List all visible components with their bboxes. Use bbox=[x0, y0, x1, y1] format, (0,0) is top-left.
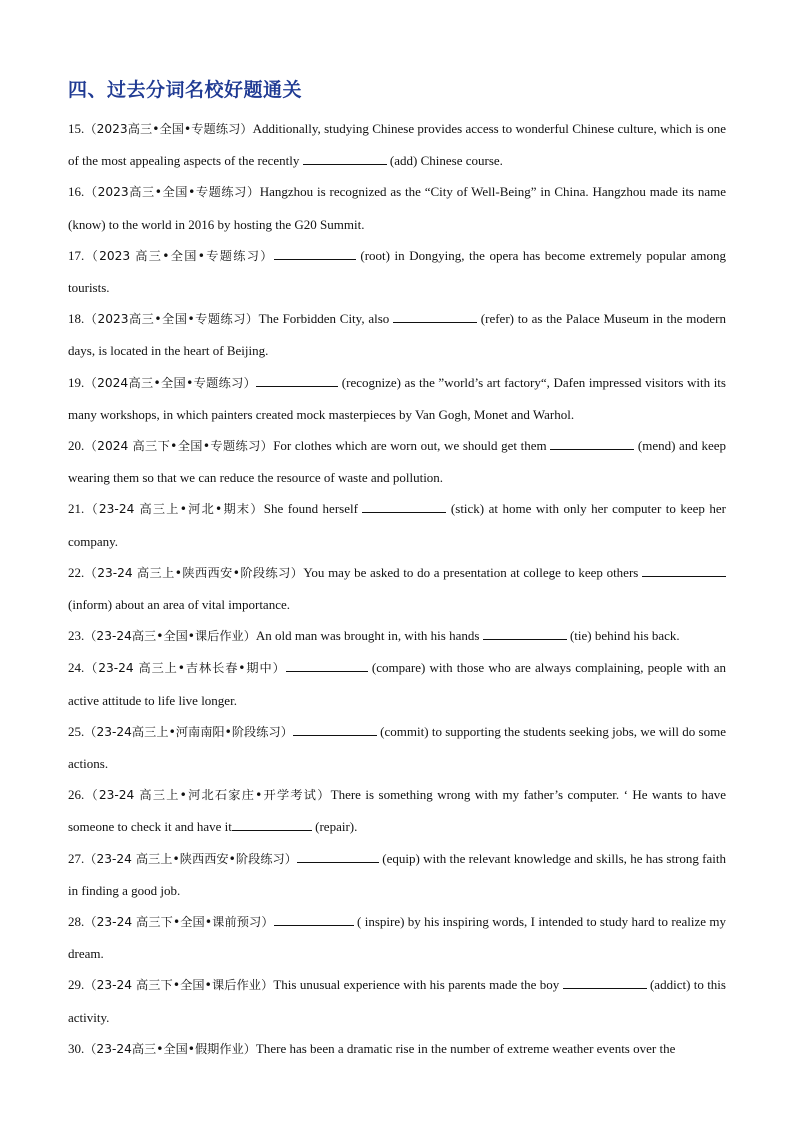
question-text-after: (repair). bbox=[311, 819, 358, 835]
answer-blank[interactable] bbox=[256, 374, 338, 387]
question-text: This unusual experience with his parents made the boy bbox=[273, 977, 563, 993]
question-number: 25. bbox=[68, 723, 85, 739]
answer-blank[interactable] bbox=[293, 723, 377, 736]
answer-blank[interactable] bbox=[297, 850, 379, 863]
question-source: （2023高三•全国•专题练习） bbox=[84, 185, 260, 200]
question-number: 28. bbox=[68, 914, 85, 930]
question-number: 21. bbox=[68, 501, 85, 517]
question-19 bbox=[68, 367, 726, 430]
question-text: Hangzhou is recognized as the “City of Well-Being” in China. Hangzhou made its name (know) to the world in 2016 by hosting the G20 Summit. bbox=[68, 184, 726, 232]
question-source: （23-24高三•全国•课后作业） bbox=[84, 629, 256, 644]
worksheet-page bbox=[68, 76, 726, 1065]
question-source: （23-24 高三下•全国•课后作业） bbox=[84, 978, 274, 993]
question-source: （2024高三•全国•专题练习） bbox=[84, 375, 257, 390]
question-25 bbox=[68, 716, 726, 779]
answer-blank[interactable] bbox=[362, 500, 446, 513]
question-number: 26. bbox=[68, 787, 85, 803]
question-number: 30. bbox=[68, 1040, 85, 1056]
question-text-after: (tie) behind his back. bbox=[566, 628, 680, 644]
question-source: （23-24 高三上•河北石家庄•开学考试） bbox=[84, 788, 331, 803]
question-text-after: (refer) to as the Palace Museum in the modern days, is located in the heart of Beijing. bbox=[68, 311, 726, 359]
question-30 bbox=[68, 1033, 726, 1065]
question-source: （23-24高三•全国•假期作业） bbox=[84, 1041, 256, 1056]
question-22 bbox=[68, 557, 726, 620]
question-source: （23-24高三上•河南南阳•阶段练习） bbox=[84, 724, 293, 739]
answer-blank[interactable] bbox=[274, 913, 354, 926]
answer-blank[interactable] bbox=[483, 627, 567, 640]
question-27 bbox=[68, 843, 726, 906]
question-text: There is something wrong with my father’s computer. ‘ He wants to have someone to check it and have it bbox=[68, 787, 726, 835]
question-source: （23-24 高三上•吉林长春•期中） bbox=[84, 661, 286, 676]
question-source: （2024 高三下•全国•专题练习） bbox=[84, 439, 274, 454]
question-text: The Forbidden City, also bbox=[258, 311, 394, 327]
question-text-after: (root) in Dongying, the opera has become extremely popular among tourists. bbox=[68, 247, 726, 296]
question-text-after: ( inspire) by his inspiring words, I intended to study hard to realize my dream. bbox=[68, 914, 727, 962]
question-text: She found herself bbox=[263, 501, 363, 517]
answer-blank[interactable] bbox=[286, 659, 368, 672]
question-text-after: (equip) with the relevant knowledge and skills, he has strong faith in finding a good job. bbox=[68, 850, 726, 898]
question-text: For clothes which are worn out, we should get them bbox=[273, 438, 551, 454]
question-number: 16. bbox=[68, 184, 85, 200]
question-source: （23-24 高三下•全国•课前预习） bbox=[84, 915, 274, 930]
question-26 bbox=[68, 779, 726, 842]
question-text-after: (stick) at home with only her computer to keep her company. bbox=[68, 501, 726, 549]
question-text-after: (mend) and keep wearing them so that we can reduce the resource of waste and pollution. bbox=[68, 438, 726, 486]
question-text-after: (commit) to supporting the students seeking jobs, we will do some actions. bbox=[68, 723, 726, 772]
question-number: 15. bbox=[68, 121, 85, 136]
question-20 bbox=[68, 430, 726, 493]
question-source: （2023 高三•全国•专题练习） bbox=[84, 248, 274, 263]
question-number: 22. bbox=[68, 564, 85, 580]
question-number: 27. bbox=[68, 850, 85, 866]
question-number: 24. bbox=[68, 660, 85, 676]
question-text: Additionally, studying Chinese provides access to wonderful Chinese culture, which is one of the most appealing aspects of the recently bbox=[68, 121, 726, 169]
question-source: （23-24 高三上•陕西西安•阶段练习） bbox=[84, 851, 297, 866]
question-number: 18. bbox=[68, 311, 85, 327]
question-source: （2023高三•全国•专题练习） bbox=[84, 312, 259, 327]
question-24 bbox=[68, 652, 726, 715]
question-15 bbox=[68, 113, 726, 176]
question-text-after: (inform) about an area of vital importance. bbox=[68, 597, 290, 613]
question-text: There has been a dramatic rise in the number of extreme weather events over the bbox=[255, 1040, 676, 1056]
question-text: An old man was brought in, with his hands bbox=[255, 628, 483, 644]
question-source: （23-24 高三上•河北•期末） bbox=[84, 502, 264, 517]
question-text-after: (compare) with those who are always complaining, people with an active attitude to life live longer. bbox=[68, 660, 726, 708]
answer-blank[interactable] bbox=[274, 247, 356, 260]
question-23 bbox=[68, 620, 726, 652]
question-number: 20. bbox=[68, 438, 85, 454]
answer-blank[interactable] bbox=[563, 976, 647, 989]
question-text: You may be asked to do a presentation at college to keep others bbox=[303, 564, 642, 580]
question-number: 23. bbox=[68, 628, 85, 644]
question-28 bbox=[68, 906, 726, 969]
question-text-after: (addict) to this activity. bbox=[68, 977, 726, 1025]
answer-blank[interactable] bbox=[642, 564, 726, 577]
question-source: （2023高三•全国•专题练习） bbox=[84, 122, 253, 136]
answer-blank[interactable] bbox=[550, 437, 634, 450]
question-number: 19. bbox=[68, 374, 85, 390]
question-21 bbox=[68, 493, 726, 556]
question-18 bbox=[68, 303, 726, 366]
section-title: 四、过去分词名校好题通关 bbox=[68, 79, 303, 101]
question-source: （23-24 高三上•陕西西安•阶段练习） bbox=[84, 565, 304, 580]
answer-blank[interactable] bbox=[393, 310, 477, 323]
question-16 bbox=[68, 176, 726, 239]
question-text-after: (recognize) as the ”world’s art factory“, Dafen impressed visitors with its many workshops, in which painters created mock masterpieces by Van Gogh, Monet and Warhol. bbox=[68, 374, 726, 422]
question-29 bbox=[68, 969, 726, 1032]
answer-blank[interactable] bbox=[232, 818, 312, 831]
question-text-after: (add) Chinese course. bbox=[386, 153, 503, 169]
question-number: 29. bbox=[68, 977, 85, 993]
question-17 bbox=[68, 240, 726, 303]
answer-blank[interactable] bbox=[303, 152, 387, 165]
question-number: 17. bbox=[68, 247, 85, 263]
